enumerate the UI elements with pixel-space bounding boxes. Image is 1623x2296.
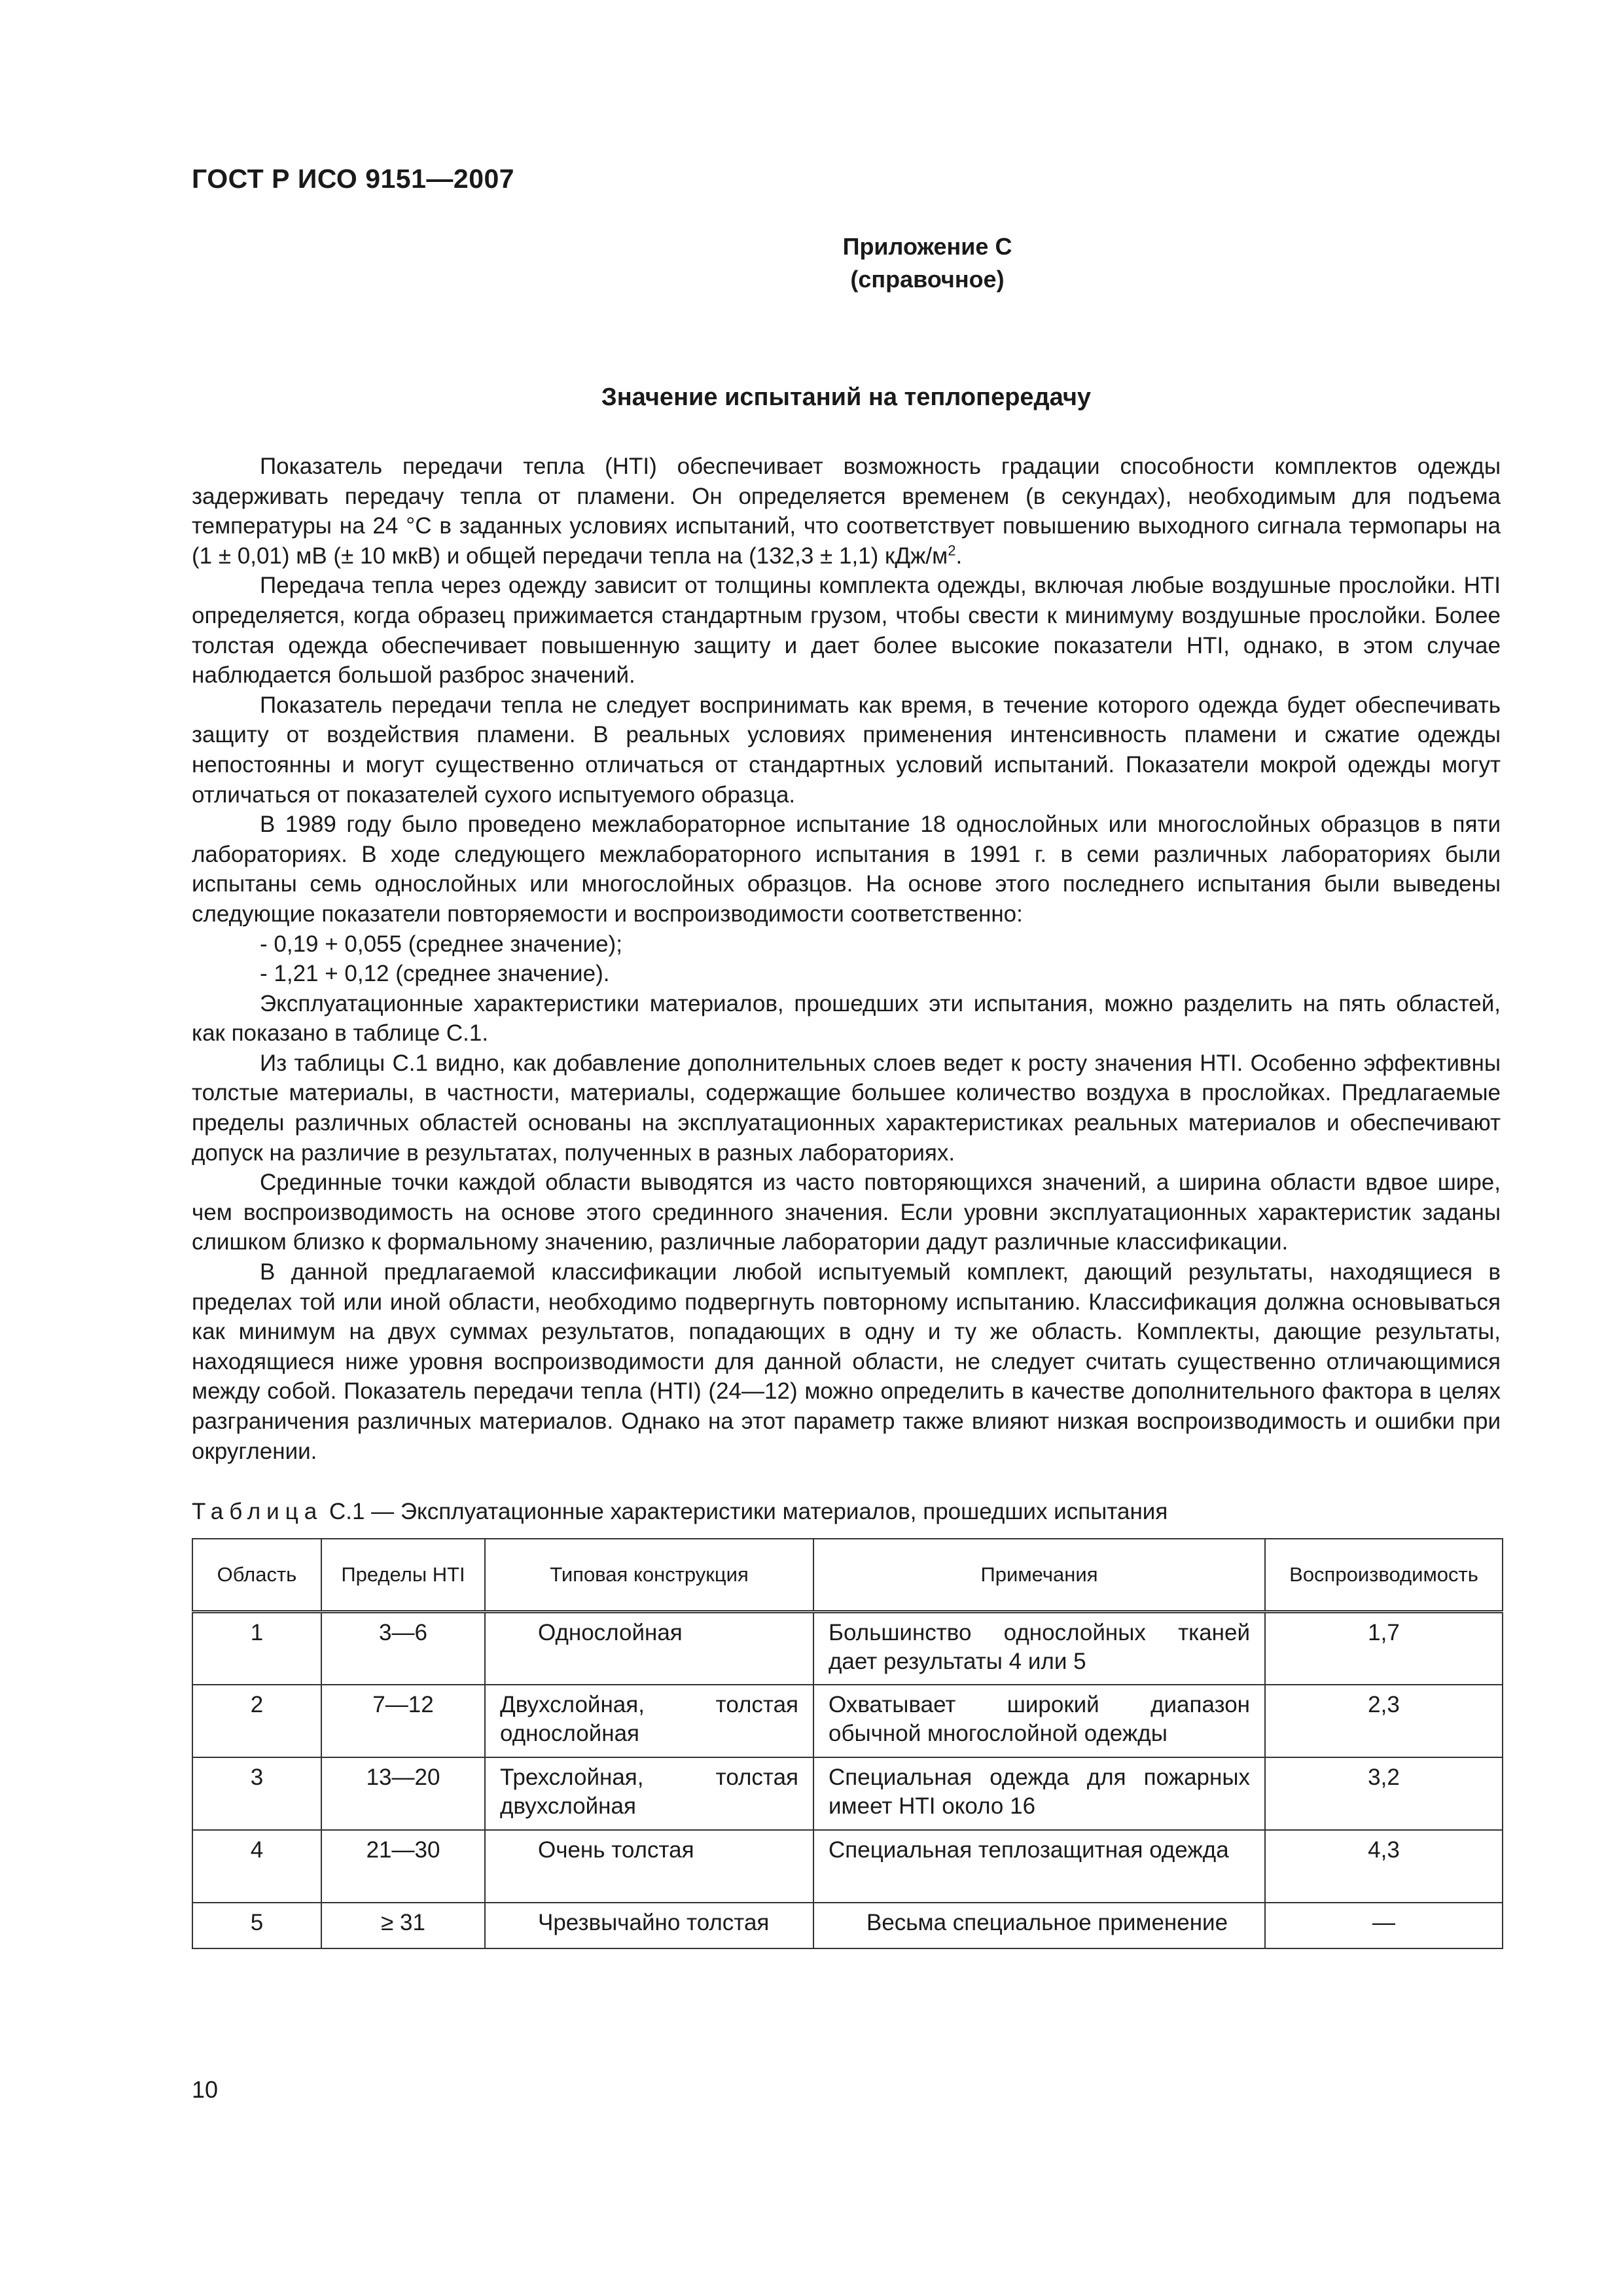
table-row: [192, 1757, 1503, 1830]
table-cell: Чрезвычайно толстая: [485, 1903, 813, 1948]
column-header: Воспроизводимость: [1265, 1539, 1503, 1612]
table-cell: Большинство однослойных тканей дает результаты 4 или 5: [813, 1612, 1265, 1685]
section-title: Значение испытаний на теплопередачу: [601, 384, 1092, 411]
paragraph-5: Эксплуатационные характеристики материалов, прошедших эти испытания, можно разделить на пять областей, как показано в таблице С.1.: [192, 990, 1501, 1047]
table-cell: Очень толстая: [485, 1830, 813, 1903]
column-header: Пределы HTI: [321, 1539, 485, 1612]
table-cell: Охватывает широкий диапазон обычной многослойной одежды: [813, 1685, 1265, 1757]
table-cell: 3—6: [321, 1612, 485, 1685]
annex-title: Приложение С: [842, 233, 1012, 260]
body-text: [192, 452, 1501, 1466]
table-cell: Трехслойная, толстая двухслойная: [485, 1757, 813, 1830]
table-cell: 1,7: [1265, 1612, 1503, 1685]
table-cell: 13—20: [321, 1757, 485, 1830]
paragraph-1: Показатель передачи тепла (HTI) обеспечивает возможность градации способности комплектов одежды задерживать передачу тепла от пламени. Он определяется временем (в секундах), необходимым для подъема температуры на 24 °С в заданных условиях испытаний, что соответствует повышению выходного сигнала термопары на (1 ± 0,01) мВ (± 10 мкВ) и общей передачи тепла на (132,3 ± 1,1) кДж/$м^2$.: [192, 454, 1501, 569]
table-cell: 5: [192, 1903, 321, 1948]
table-caption: [192, 1499, 1168, 1525]
paragraph-8: В данной предлагаемой классификации любой испытуемый комплект, дающий результаты, находящиеся в пределах той или иной области, необходимо подвергнуть повторному испытанию. Классификация должна основываться как минимум на двух суммах результатов, попадающих в одну и ту же область. Комплекты, дающие результаты, находящиеся ниже уровня воспроизводимости для данной области, не следует считать существенно отличающимися между собой. Показатель передачи тепла (HTI) (24—12) можно определить в качестве дополнительного фактора в целях разграничения различных материалов. Однако на этот параметр также влияют низкая воспроизводимость и ошибки при округлении.: [192, 1259, 1501, 1464]
paragraph-6: Из таблицы С.1 видно, как добавление дополнительных слоев ведет к росту значения HTI. Особенно эффективны толстые материалы, в частности, материалы, содержащие большее количество воздуха в прослойках. Предлагаемые пределы различных областей основаны на эксплуатационных характеристиках реальных материалов и обеспечивают допуск на различие в результатах, полученных в разных лабораториях.: [192, 1050, 1501, 1166]
table-cell: ≥ 31: [321, 1903, 485, 1948]
annex-heading: [731, 230, 1124, 296]
table-cell: 4: [192, 1830, 321, 1903]
annex-status: (справочное): [850, 266, 1005, 293]
table-cell: Весьма специальное применение: [813, 1903, 1265, 1948]
table-cell: 1: [192, 1612, 321, 1685]
table-cell: Двухслойная, толстая однослойная: [485, 1685, 813, 1757]
table-cell: 2,3: [1265, 1685, 1503, 1757]
table-header-row: [192, 1539, 1503, 1612]
paragraph-7: Срединные точки каждой области выводятся из часто повторяющихся значений, а ширина области вдвое шире, чем воспроизводимость на основе этого срединного значения. Если уровни эксплуатационных характеристик заданы слишком близко к формальному значению, различные лаборатории дадут различные классификации.: [192, 1170, 1501, 1255]
table-cell: 4,3: [1265, 1830, 1503, 1903]
paragraph-3: Показатель передачи тепла не следует воспринимать как время, в течение которого одежда будет обеспечивать защиту от воздействия пламени. В реальных условиях применения интенсивность пламени и сжатие одежды непостоянны и могут существенно отличаться от стандартных условий испытаний. Показатели мокрой одежды могут отличаться от показателей сухого испытуемого образца.: [192, 692, 1501, 808]
column-header: Типовая конструкция: [485, 1539, 813, 1612]
table-cell: 7—12: [321, 1685, 485, 1757]
paragraph-2: Передача тепла через одежду зависит от толщины комплекта одежды, включая любые воздушные прослойки. HTI определяется, когда образец прижимается стандартным грузом, чтобы свести к минимуму воздушные прослойки. Более толстая одежда обеспечивает повышенную защиту и дает более высокие показатели HTI, однако, в этом случае наблюдается большой разброс значений.: [192, 573, 1501, 689]
table-cell: 21—30: [321, 1830, 485, 1903]
table-cell: —: [1265, 1903, 1503, 1948]
table-cell: 3,2: [1265, 1757, 1503, 1830]
table-row: [192, 1685, 1503, 1757]
table-cell: Специальная теплозащитная одежда: [813, 1830, 1265, 1903]
column-header: Область: [192, 1539, 321, 1612]
table-cell: 2: [192, 1685, 321, 1757]
table-row: [192, 1830, 1503, 1903]
table-cell: Специальная одежда для пожарных имеет HTI около 16: [813, 1757, 1265, 1830]
table-cell: Однослойная: [485, 1612, 813, 1685]
performance-table: [192, 1538, 1503, 1949]
list-item: - 0,19 + 0,055 (среднее значение);: [260, 931, 622, 957]
table-row: [192, 1903, 1503, 1948]
column-header: Примечания: [813, 1539, 1265, 1612]
paragraph-4: В 1989 году было проведено межлабораторное испытание 18 однослойных или многослойных образцов в пяти лабораториях. В ходе следующего межлабораторного испытания в 1991 г. в семи различных лабораториях были испытаны семь однослойных или многослойных образцов. На основе этого последнего испытания были выведены следующие показатели повторяемости и воспроизводимости соответственно:: [192, 812, 1501, 927]
list-item: - 1,21 + 0,12 (среднее значение).: [260, 961, 610, 987]
table-caption-text: С.1 — Эксплуатационные характеристики материалов, прошедших испытания: [323, 1499, 1168, 1524]
document-code: ГОСТ Р ИСО 9151—2007: [192, 164, 515, 194]
table-row: [192, 1612, 1503, 1685]
table-caption-label: Таблица: [192, 1499, 323, 1524]
page-number: 10: [192, 2076, 219, 2103]
table-cell: 3: [192, 1757, 321, 1830]
